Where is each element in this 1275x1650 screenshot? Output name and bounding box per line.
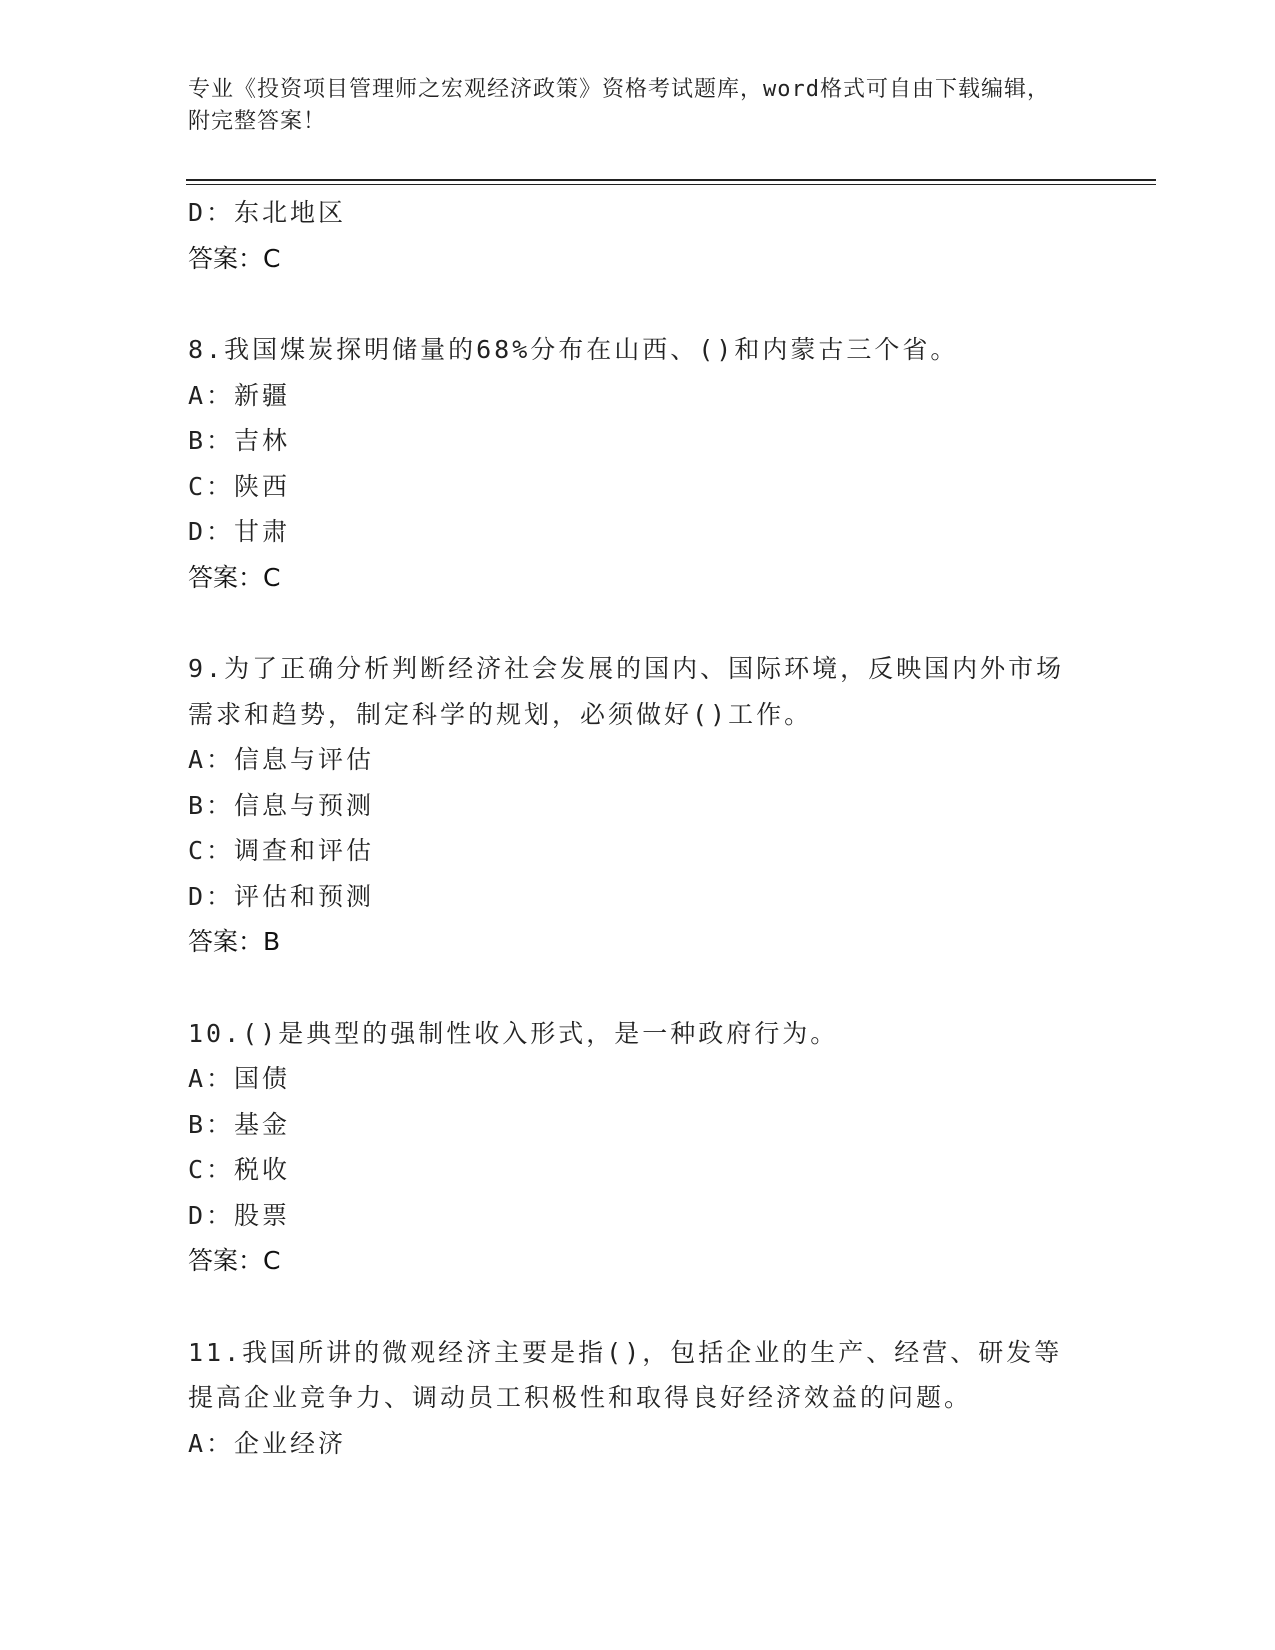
question-10-option-c: C：税收 — [188, 1155, 291, 1184]
question-10-answer: 答案：C — [188, 1246, 281, 1275]
header-divider-thin — [186, 184, 1156, 185]
question-10-text: 10.()是典型的强制性收入形式，是一种政府行为。 — [188, 1018, 839, 1048]
spacer — [188, 600, 1088, 646]
question-8-answer: 答案：C — [188, 562, 281, 592]
question-8-text: 8.我国煤炭探明储量的68%分布在山西、()和内蒙古三个省。 — [188, 335, 959, 364]
question-9-answer: 答案：B — [188, 927, 281, 956]
question-list — [188, 190, 1088, 1466]
question-11-option-a: A：企业经济 — [188, 1428, 347, 1458]
question-9 — [188, 646, 1088, 965]
question-8-option-d: D：甘肃 — [188, 517, 291, 546]
question-7-answer: 答案：C — [188, 243, 281, 273]
question-9-text: 9.为了正确分析判断经济社会发展的国内、国际环境，反映国内外市场需求和趋势，制定科学的规划，必须做好()工作。 — [188, 654, 1065, 729]
spacer — [188, 1284, 1088, 1330]
question-9-option-b: B：信息与预测 — [188, 790, 375, 820]
question-7-option-d: D：东北地区 — [188, 198, 347, 227]
question-9-option-a: A：信息与评估 — [188, 745, 375, 774]
header-divider-thick — [186, 179, 1156, 181]
question-11-text: 11.我国所讲的微观经济主要是指()，包括企业的生产、经营、研发等提高企业竞争力、调动员工积极性和取得良好经济效益的问题。 — [188, 1337, 1063, 1412]
question-8-option-b: B：吉林 — [188, 426, 291, 455]
question-8-option-a: A：新疆 — [188, 380, 291, 410]
document-header-note: 专业《投资项目管理师之宏观经济政策》资格考试题库，word格式可自由下载编辑，附完整答案！ — [188, 77, 1050, 134]
question-8-option-c: C：陕西 — [188, 471, 291, 501]
question-10 — [188, 1011, 1088, 1284]
question-11 — [188, 1330, 1088, 1467]
question-9-option-d: D：评估和预测 — [188, 881, 375, 911]
question-10-option-b: B：基金 — [188, 1109, 291, 1139]
question-10-option-d: D：股票 — [188, 1200, 291, 1230]
spacer — [188, 281, 1088, 327]
question-10-option-a: A：国债 — [188, 1064, 291, 1093]
question-9-option-c: C：调查和评估 — [188, 836, 375, 865]
question-8 — [188, 327, 1088, 600]
spacer — [188, 965, 1088, 1011]
